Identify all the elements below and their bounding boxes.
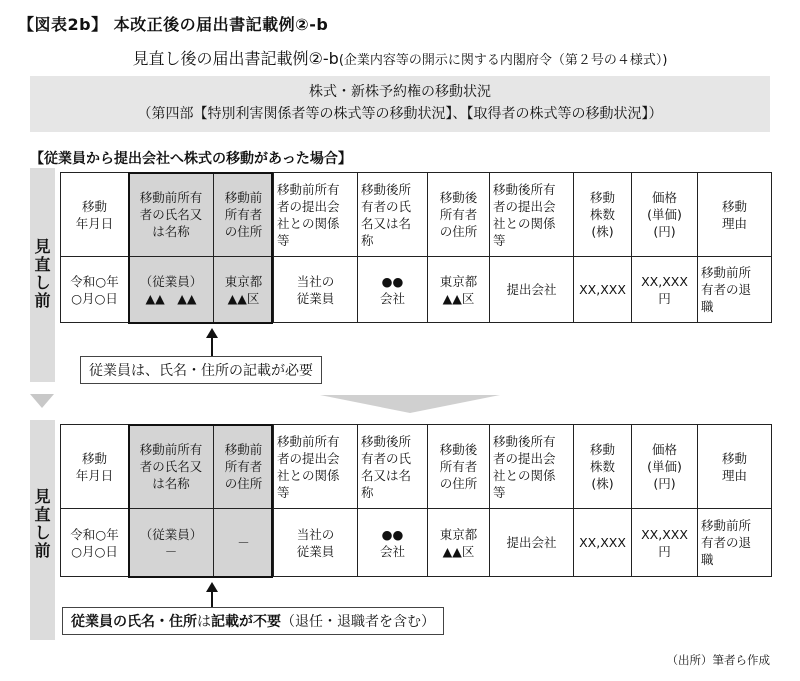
after-callout-bold: 従業員の氏名・住所	[71, 614, 197, 630]
before-side-char: 直	[34, 255, 51, 274]
before-side-char: 前	[34, 291, 51, 310]
data-cell: 移動前所 有者の退 職	[698, 257, 772, 323]
after-side-char: し	[34, 523, 51, 542]
after-sidebar	[30, 420, 55, 640]
figure-title: 【図表2b】 本改正後の届出書記載例②-b	[18, 15, 329, 34]
header-cell: 移動 年月日	[61, 173, 129, 257]
data-cell: （従業員） －	[129, 509, 214, 577]
after-data-row	[61, 509, 772, 577]
header-cell: 移動後所有 者の提出会 社との関係 等	[490, 425, 574, 509]
data-cell: 東京都 ▲▲区	[428, 257, 490, 323]
after-side-char: 見	[34, 487, 51, 506]
header-cell: 移動前 所有者 の住所	[214, 173, 274, 257]
data-cell: ●● 会社	[358, 257, 428, 323]
data-cell: 当社の 従業員	[274, 257, 358, 323]
data-cell: 当社の 従業員	[274, 509, 358, 577]
header-cell: 移動後所有 者の提出会 社との関係 等	[490, 173, 574, 257]
after-table	[60, 424, 772, 577]
data-cell: XX,XXX 円	[632, 257, 698, 323]
after-callout-tail: （退任・退職者を含む）	[281, 614, 435, 630]
data-cell: 移動前所 有者の退 職	[698, 509, 772, 577]
banner-line1: 株式・新株予約権の移動状況	[309, 84, 491, 100]
data-cell: XX,XXX 円	[632, 509, 698, 577]
data-cell: XX,XXX	[574, 257, 632, 323]
header-cell: 移動前所有 者の氏名又 は名称	[129, 425, 214, 509]
before-table	[60, 172, 772, 323]
header-cell: 移動 年月日	[61, 425, 129, 509]
section-banner	[30, 76, 770, 132]
header-cell: 移動 株数 (株)	[574, 425, 632, 509]
subtitle	[0, 46, 800, 69]
after-side-char: 前	[34, 541, 51, 560]
subtitle-main: 見直し後の届出書記載例②-b	[132, 49, 339, 68]
after-callout-arrow	[211, 590, 213, 608]
before-arrowhead-icon	[206, 328, 218, 338]
header-cell: 移動前 所有者 の住所	[214, 425, 274, 509]
before-side-char: 見	[34, 237, 51, 256]
data-cell: 令和○年 ○月○日	[61, 509, 129, 577]
banner-line2: （第四部【特別利害関係者等の株式等の移動状況】、【取得者の株式等の移動状況】）	[137, 106, 663, 122]
before-data-row	[61, 257, 772, 323]
header-cell: 移動前所有 者の提出会 社との関係 等	[274, 425, 358, 509]
down-arrow-small-icon	[30, 394, 54, 408]
before-callout: 従業員は、氏名・住所の記載が必要	[80, 356, 322, 384]
header-cell: 価格 (単価) (円)	[632, 425, 698, 509]
header-cell: 移動後 所有者 の住所	[428, 425, 490, 509]
data-cell: 提出会社	[490, 509, 574, 577]
header-cell: 価格 (単価) (円)	[632, 173, 698, 257]
header-cell: 移動前所有 者の提出会 社との関係 等	[274, 173, 358, 257]
after-header-row	[61, 425, 772, 509]
after-callout-bold2: 記載が不要	[211, 614, 281, 630]
before-side-char: し	[34, 273, 51, 292]
header-cell: 移動前所有 者の氏名又 は名称	[129, 173, 214, 257]
after-side-char: 直	[34, 505, 51, 524]
header-cell: 移動後所 有者の氏 名又は名 称	[358, 425, 428, 509]
down-arrow-large-icon	[320, 395, 500, 413]
data-cell: 東京都 ▲▲区	[428, 509, 490, 577]
case-label: 【従業員から提出会社へ株式の移動があった場合】	[30, 151, 352, 167]
data-cell: 提出会社	[490, 257, 574, 323]
header-cell: 移動後所 有者の氏 名又は名 称	[358, 173, 428, 257]
data-cell: XX,XXX	[574, 509, 632, 577]
data-cell: －	[214, 509, 274, 577]
data-cell: ●● 会社	[358, 509, 428, 577]
before-callout-arrow	[211, 336, 213, 356]
header-cell: 移動 株数 (株)	[574, 173, 632, 257]
after-callout	[62, 607, 444, 635]
data-cell: 令和○年 ○月○日	[61, 257, 129, 323]
header-cell: 移動後 所有者 の住所	[428, 173, 490, 257]
source-note: （出所）筆者ら作成	[666, 653, 770, 667]
data-cell: 東京都 ▲▲区	[214, 257, 274, 323]
header-cell: 移動 理由	[698, 173, 772, 257]
after-arrowhead-icon	[206, 582, 218, 592]
before-header-row	[61, 173, 772, 257]
subtitle-note: (企業内容等の開示に関する内閣府令（第２号の４様式）)	[338, 53, 668, 68]
after-callout-mid: は	[197, 614, 211, 630]
header-cell: 移動 理由	[698, 425, 772, 509]
data-cell: （従業員） ▲▲ ▲▲	[129, 257, 214, 323]
before-sidebar	[30, 168, 55, 382]
